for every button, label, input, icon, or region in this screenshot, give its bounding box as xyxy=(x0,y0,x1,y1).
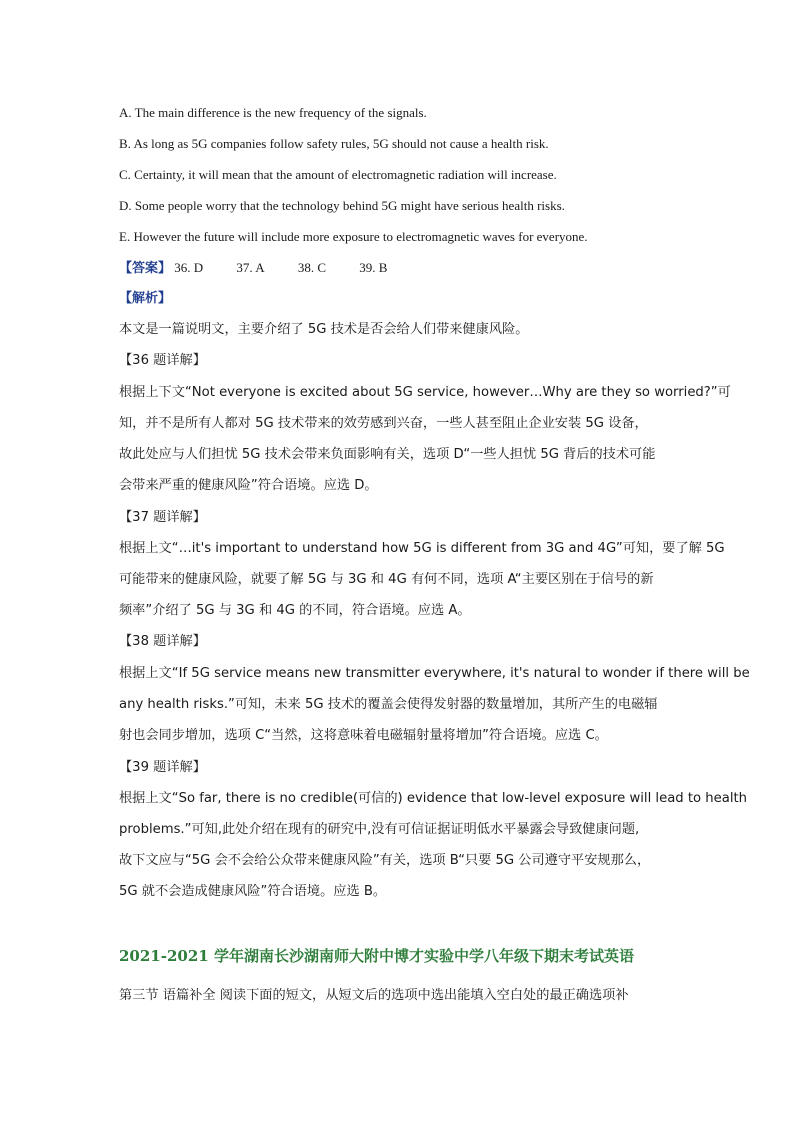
detail-line: any health risks.”可知，未来 5G 技术的覆盖会使得发射器的数量增加，其所产生的电磁辐 xyxy=(119,697,658,712)
analysis-label: 【解析】 xyxy=(119,291,172,306)
detail-line: 故下文应与“5G 会不会给公众带来健康风险”有关，选项 B“只要 5G 公司遵守平安规那么， xyxy=(119,853,651,868)
answer-row xyxy=(119,260,417,277)
exam-title: 2021-2021 学年湖南长沙湖南师大附中博才实验中学八年级下期末考试英语 xyxy=(119,947,634,965)
answer-item: 38. C xyxy=(297,260,326,275)
detail-line: 可能带来的健康风险，就要了解 5G 与 3G 和 4G 有何不同，选项 A“主要区别在于信号的新 xyxy=(119,572,654,587)
detail-line: 频率”介绍了 5G 与 3G 和 4G 的不同，符合语境。应选 A。 xyxy=(119,603,471,618)
detail-line: 射也会同步增加，选项 C“当然，这将意味着电磁辐射量将增加”符合语境。应选 C。 xyxy=(119,728,608,743)
detail-line: 会带来严重的健康风险”符合语境。应选 D。 xyxy=(119,478,378,493)
detail-line: 根据上文“If 5G service means new transmitter everywhere, it's natural to wonder if there will be xyxy=(119,666,750,681)
answer-label: 【答案】 xyxy=(119,261,172,276)
detail-line: 根据上文“So far, there is no credible(可信的) evidence that low-level exposure will lead to health xyxy=(119,791,748,806)
detail-line: 5G 就不会造成健康风险”符合语境。应选 B。 xyxy=(119,884,387,899)
option-e: E. However the future will include more exposure to electromagnetic waves for everyone. xyxy=(119,229,588,244)
detail-line: 根据上下文“Not everyone is excited about 5G service, however…Why are they so worried?”可 xyxy=(119,385,731,400)
detail-line: 知，并不是所有人都对 5G 技术带来的效劳感到兴奋，一些人甚至阻止企业安装 5G 设备， xyxy=(119,416,648,431)
detail-heading-38: 【38 题详解】 xyxy=(119,634,206,649)
option-b: B. As long as 5G companies follow safety rules, 5G should not cause a health risk. xyxy=(119,136,549,151)
detail-heading-37: 【37 题详解】 xyxy=(119,510,206,525)
option-a: A. The main difference is the new frequency of the signals. xyxy=(119,105,427,120)
answer-item: 36. D xyxy=(174,260,204,275)
answer-item: 37. A xyxy=(236,260,265,275)
detail-heading-39: 【39 题详解】 xyxy=(119,760,206,775)
detail-line: problems.”可知,此处介绍在现有的研究中,没有可信证据证明低水平暴露会导致健康问题, xyxy=(119,822,640,837)
option-d: D. Some people worry that the technology behind 5G might have serious health risks. xyxy=(119,198,565,213)
detail-line: 根据上文“…it's important to understand how 5G is different from 3G and 4G”可知，要了解 5G xyxy=(119,541,725,556)
analysis-summary: 本文是一篇说明文，主要介绍了 5G 技术是否会给人们带来健康风险。 xyxy=(119,322,529,337)
detail-heading-36: 【36 题详解】 xyxy=(119,353,206,368)
detail-line: 故此处应与人们担忧 5G 技术会带来负面影响有关，选项 D“一些人担忧 5G 背后的技术可能 xyxy=(119,447,656,462)
section-intro: 第三节 语篇补全 阅读下面的短文，从短文后的选项中选出能填入空白处的最正确选项补 xyxy=(119,988,629,1003)
option-c: C. Certainty, it will mean that the amount of electromagnetic radiation will increase. xyxy=(119,167,557,182)
answer-item: 39. B xyxy=(359,260,388,275)
